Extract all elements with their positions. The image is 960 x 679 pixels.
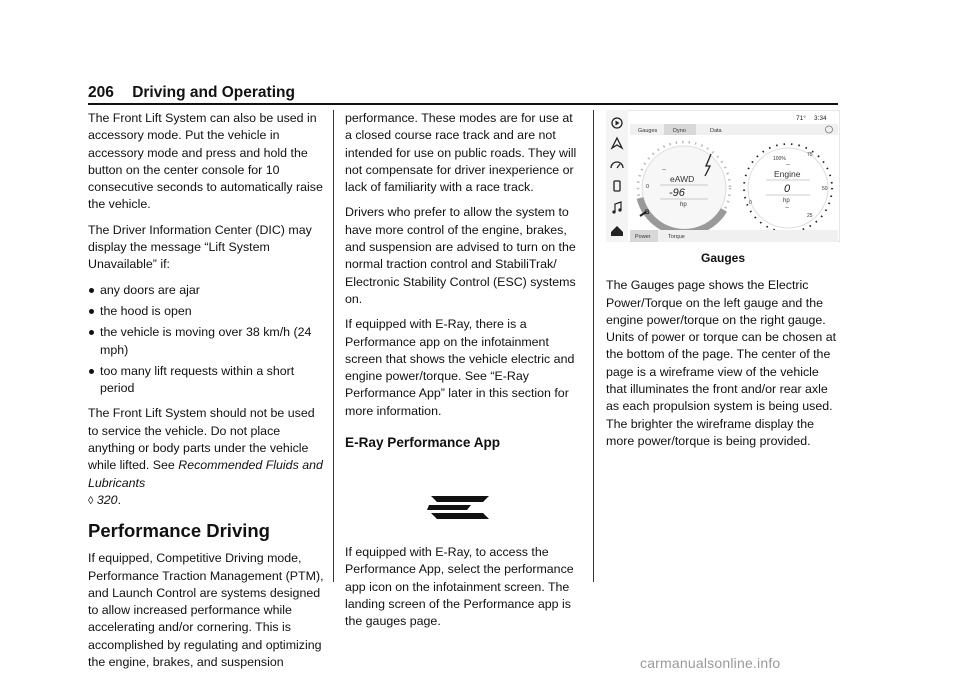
right-gauge-value: 0 (784, 183, 791, 195)
svg-text:~: ~ (785, 205, 790, 212)
column-3 (606, 110, 840, 458)
section-title: Driving and Operating (132, 84, 295, 101)
paragraph: The Gauges page shows the Electric Power/Torque on the left gauge and the engine power/torque on the right gauge. Units of power or torque can be chosen at the bottom of the page. The center of the page is a wireframe view of the vehicle that illuminates the front and/or rear axle as each propulsion system is being used. The brighter the wireframe display the more power/torque is being provided. (606, 278, 837, 448)
section-heading: Performance Driving (88, 520, 270, 542)
header-rule (88, 103, 838, 105)
svg-text:~: ~ (786, 162, 791, 169)
status-time: 3:34 (814, 115, 827, 122)
left-gauge-label: eAWD (670, 174, 695, 184)
cross-reference-link[interactable]: Recommended Fluids and Lubricants (88, 458, 323, 490)
page-ref-icon: ◊ (88, 494, 94, 507)
paragraph: If equipped with E-Ray, there is a Performance app on the infotainment screen that shows the vehicle electric and engine power/torque. See “E-Ray Performance App” later in this section for more information. (345, 317, 575, 418)
condition-list (88, 282, 328, 398)
gauges-screenshot (606, 110, 840, 242)
tab-gauges: Gauges (638, 128, 658, 134)
page-number: 206 (88, 84, 114, 101)
column-2 (345, 110, 583, 639)
list-item: the hood is open (88, 303, 328, 320)
figure-caption: Gauges (700, 251, 745, 265)
paragraph-text: The Front Lift System should not be used to service the vehicle. Do not place anything or body parts under the vehicle while lifted. See (88, 406, 315, 473)
watermark: carmanualsonline.info (640, 655, 781, 671)
paragraph: Drivers who prefer to allow the system to have more control of the engine, brakes, and suspension are advised to turn on the normal traction control and StabiliTrak/ Electronic Stability Control (ESC) systems on. (345, 205, 576, 306)
list-item: too many lift requests within a short period (88, 363, 328, 398)
tab-dyno: Dyno (673, 128, 686, 134)
right-gauge-tick-25: 25 (807, 213, 813, 219)
left-gauge-unit: hp (680, 202, 687, 208)
column-divider (593, 110, 594, 582)
paragraph: performance. These modes are for use at a closed course race track and are not intended for use on public roads. They will not compensate for driver inexperience or lack of familiarity with a race track. (345, 111, 577, 195)
paragraph: The Front Lift System can also be used in accessory mode. Put the vehicle in accessory mode and press and hold the button on the center console for 10 consecutive seconds to automatically raise the vehicle. (88, 111, 323, 212)
status-temperature: 71° (796, 115, 806, 122)
cross-reference-page[interactable]: 320 (96, 492, 118, 507)
svg-text:~: ~ (662, 167, 667, 174)
paragraph: The Front Lift System should not be used to service the vehicle. Do not place anything or body parts under the vehicle while lifted. See Recommended Fluids and Lubricants ◊ 320. (88, 406, 323, 507)
performance-app-icon (345, 452, 583, 544)
tab-data: Data (710, 128, 722, 134)
right-gauge-label: Engine (774, 169, 801, 179)
right-gauge-unit: hp (783, 198, 790, 204)
left-gauge-min: 0 (646, 184, 650, 190)
left-gauge-value: -96 (669, 187, 685, 199)
power-button: Power (635, 234, 651, 240)
list-item: the vehicle is moving over 38 km/h (24 mph) (88, 324, 328, 359)
page-header (88, 82, 838, 104)
column-divider (333, 110, 334, 582)
paragraph: The Driver Information Center (DIC) may display the message “Lift System Unavailable” if: (88, 222, 312, 272)
right-gauge-tick-75: 75 (807, 152, 813, 158)
paragraph: If equipped, Competitive Driving mode, Performance Traction Management (PTM), and Launch Control are systems designed to allow increased performance while accelerating and/or cornering. This is accomplished by regulating and optimizing the engine, brakes, and suspension (88, 551, 324, 670)
right-gauge-pct: 100% (773, 156, 786, 162)
torque-button: Torque (668, 234, 685, 240)
subsection-heading: E-Ray Performance App (345, 435, 501, 451)
paragraph: If equipped with E-Ray, to access the Performance App, select the performance app icon on the infotainment screen. The landing screen of the Performance app is the gauges page. (345, 545, 574, 629)
right-gauge-min: 0 (749, 200, 752, 206)
svg-text:B: B (645, 210, 650, 216)
list-item: any doors are ajar (88, 282, 328, 299)
right-gauge-tick-50: 50 (822, 186, 828, 192)
column-1 (88, 110, 328, 679)
